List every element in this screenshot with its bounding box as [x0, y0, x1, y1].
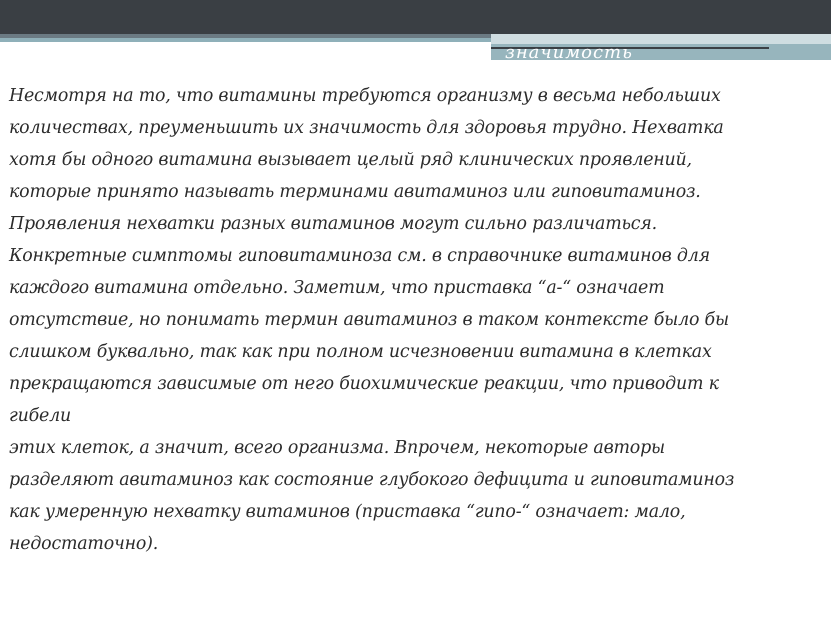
paragraph-line: Несмотря на то, что витамины требуются организму в весьма небольших: [9, 86, 721, 106]
paragraph-line: Конкретные симптомы гиповитаминоза см. в справочнике витаминов для: [9, 246, 710, 266]
paragraph-line: гибели: [9, 406, 71, 426]
paragraph-line: отсутствие, но понимать термин авитаминоз в таком контексте было бы: [9, 310, 729, 330]
paragraph-line: Проявления нехватки разных витаминов могут сильно различаться.: [9, 214, 657, 234]
paragraph-line: как умеренную нехватку витаминов (приставка “гипо-“ означает: мало,: [9, 502, 686, 522]
paragraph-line: количествах, преуменьшить их значимость для здоровья трудно. Нехватка: [9, 118, 724, 138]
paragraph-line: слишком буквально, так как при полном исчезновении витамина в клетках: [9, 342, 712, 362]
paragraph-line: этих клеток, а значит, всего организма. Впрочем, некоторые авторы: [9, 438, 665, 458]
top-band: [0, 0, 831, 34]
paragraph-line: разделяют авитаминоз как состояние глубокого дефицита и гиповитаминоз: [9, 470, 735, 490]
paragraph-line: прекращаются зависимые от него биохимические реакции, что приводит к: [9, 374, 719, 394]
paragraph-line: недостаточно).: [9, 534, 159, 554]
body-paragraph: [9, 80, 828, 560]
paragraph-line: хотя бы одного витамина вызывает целый ряд клинических проявлений,: [9, 150, 692, 170]
paragraph-line: которые принято называть терминами авитаминоз или гиповитаминоз.: [9, 182, 701, 202]
paragraph-line: каждого витамина отдельно. Заметим, что приставка “а-“ означает: [9, 278, 665, 298]
slide-title-fragment: значимость: [505, 44, 633, 60]
